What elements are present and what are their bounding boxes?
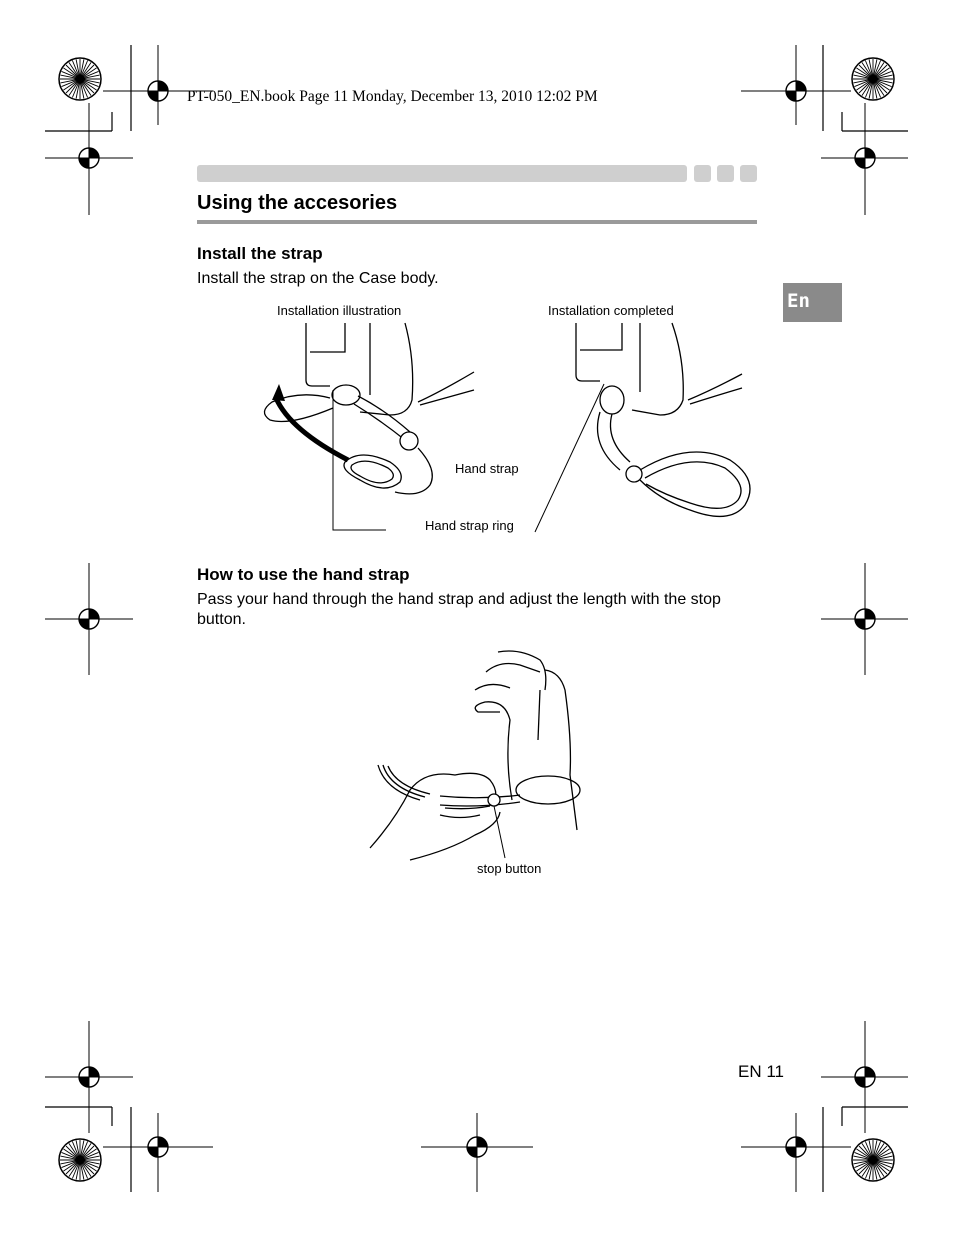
title-bar-square	[717, 165, 734, 182]
section-title-bar	[197, 165, 687, 182]
install-strap-body: Install the strap on the Case body.	[197, 270, 439, 287]
section-title-rule	[197, 220, 757, 224]
label-stop-button: stop button	[477, 861, 542, 876]
hand-strap-body: Pass your hand through the hand strap and adjust the length with the stop button.	[197, 591, 721, 628]
installation-completed-illustration	[535, 323, 750, 532]
print-header: PT-050_EN.book Page 11 Monday, December 13, 2010 12:02 PM	[187, 88, 598, 105]
installation-illustration	[264, 323, 474, 530]
label-hand-strap-ring: Hand strap ring	[425, 518, 514, 533]
caption-installation-illustration: Installation illustration	[277, 303, 402, 318]
label-hand-strap: Hand strap	[455, 461, 519, 476]
star-target-icon	[59, 58, 101, 100]
caption-installation-completed: Installation completed	[548, 303, 674, 318]
hand-strap-heading: How to use the hand strap	[197, 565, 410, 584]
title-bar-square	[694, 165, 711, 182]
arrow-head-icon	[272, 384, 285, 401]
language-tab: En	[783, 283, 842, 322]
hand-strap-usage-illustration	[370, 651, 580, 860]
title-bar-square	[740, 165, 757, 182]
install-strap-heading: Install the strap	[197, 244, 323, 263]
page-number: EN 11	[738, 1062, 784, 1081]
section-title: Using the accesories	[197, 192, 398, 214]
